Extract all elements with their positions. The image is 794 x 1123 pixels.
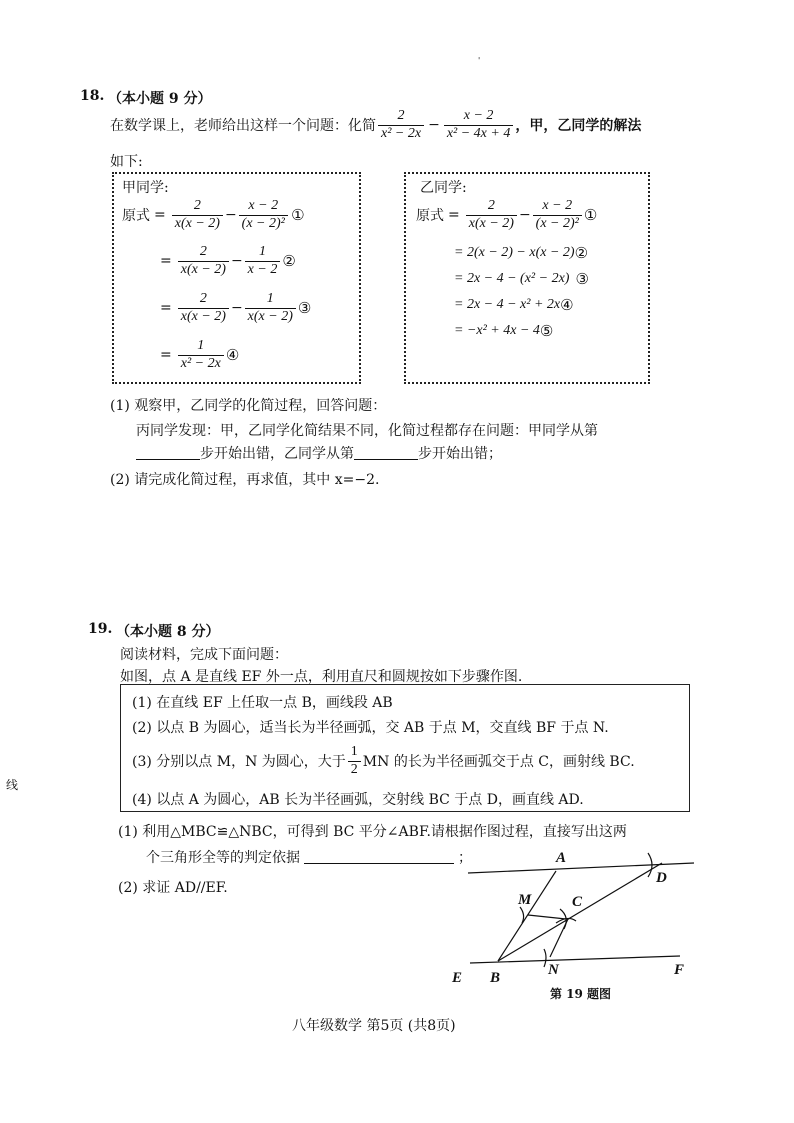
label-c: C (572, 894, 583, 910)
q19-part1-line1: (1) 利用△MBC≌△NBC，可得到 BC 平分∠ABF.请根据作图过程，直接写出这两 (118, 824, 627, 840)
q18-intro-after: ，甲，乙同学的解法 (515, 118, 642, 134)
q19-score: （本小题 8 分） (116, 624, 220, 640)
page-footer: 八年级数学 第5页 (共8页) (292, 1018, 456, 1034)
q18-expr1: $\frac{2}{\text{x² − 2x}}$ (378, 108, 424, 143)
label-a: A (556, 850, 567, 866)
jia-line-3: = $\frac{2}{x(x - 2)}$ − $\frac{1}{x(x - 2)}$ ③ (160, 290, 312, 324)
step-1: (1) 在直线 EF 上任取一点 B，画线段 AB (132, 695, 393, 711)
yi-line-2: = 2(x − 2) − x(x − 2) ② (454, 244, 589, 262)
step-4: (4) 以点 A 为圆心，AB 长为半径画弧，交射线 BC 于点 D，画直线 AD. (132, 792, 584, 808)
jia-title: 甲同学: (122, 180, 169, 196)
jia-line-1: 原式 = $\frac{2}{x(x - 2)}$ − $\frac{x - 2}{\text{(x − 2)²}}$ ① (122, 197, 305, 231)
yi-line-4: = 2x − 4 − x² + 2x ④ (454, 296, 574, 314)
label-b: B (490, 970, 501, 986)
segment-mc (528, 915, 566, 919)
q19-read: 阅读材料，完成下面问题： (120, 647, 288, 663)
figure-caption: 第 19 题图 (550, 987, 612, 1001)
label-d: D (656, 870, 667, 886)
step-2: (2) 以点 B 为圆心，适当长为半径画弧，交 AB 于点 M，交直线 BF 于点 N. (132, 720, 609, 736)
q18-part1-line2 (136, 443, 502, 463)
yi-line-5: = −x² + 4x − 4 ⑤ (454, 322, 554, 340)
q18-part1-title: (1) 观察甲，乙同学的化简过程，回答问题： (110, 398, 387, 414)
q18-intro: 在数学课上，老师给出这样一个问题：化简 (110, 118, 376, 134)
label-n: N (548, 962, 559, 978)
q18-part2: (2) 请完成化简过程，再求值，其中 x=−2. (110, 472, 380, 488)
arc-n (544, 949, 546, 967)
q19-number: 19. (88, 621, 113, 637)
q19-part2: (2) 求证 AD//EF. (118, 880, 228, 896)
speck: ' (478, 56, 481, 65)
q19-desc: 如图，点 A 是直线 EF 外一点，利用直尺和圆规按如下步骤作图. (120, 669, 523, 685)
q18-part1-line1: 丙同学发现：甲，乙同学化简结果不同，化简过程都存在问题：甲同学从第 (136, 423, 598, 439)
q19-part1-line2: 个三角形全等的判定依据 ； (146, 850, 472, 866)
q18-expr2: $\frac{x - 2}{\text{x² − 4x + 4}}$ (444, 108, 514, 143)
q18-score: （本小题 9 分） (108, 91, 212, 107)
figure-19 (440, 845, 700, 1005)
answer-blank-jia[interactable] (136, 447, 200, 460)
q18-part1-line2b: 步开始出错； (418, 446, 502, 462)
arc-m (520, 907, 524, 923)
yi-line-1: 原式 = $\frac{2}{x(x - 2)}$ − $\frac{x - 2}{\text{(x − 2)²}}$ ① (416, 197, 598, 231)
margin-mark: 线 (6, 778, 19, 792)
step-3: (3) 分别以点 M，N 为圆心，大于 $\frac{1}{2}$ MN 的长为半径画弧交于点 C，画射线 BC. (132, 743, 635, 777)
label-f: F (674, 962, 685, 978)
yi-line-3: = 2x − 4 − (x² − 2x) ③ (454, 270, 589, 288)
segment-ab (498, 871, 556, 961)
jia-line-2: = $\frac{2}{x(x - 2)}$ − $\frac{1}{x - 2}$ ② (160, 243, 296, 277)
label-e: E (452, 970, 463, 986)
answer-blank-yi[interactable] (354, 447, 418, 460)
q18-part1-line2a: 步开始出错，乙同学从第 (200, 446, 354, 462)
jia-line-4: = $\frac{1}{\text{x² − 2x}}$ ④ (160, 337, 240, 371)
answer-blank-criterion[interactable] (304, 851, 454, 864)
label-m: M (518, 892, 532, 908)
q18-rusi: 如下: (110, 154, 143, 170)
q18-number: 18. (80, 88, 105, 104)
yi-title: 乙同学: (420, 180, 467, 196)
